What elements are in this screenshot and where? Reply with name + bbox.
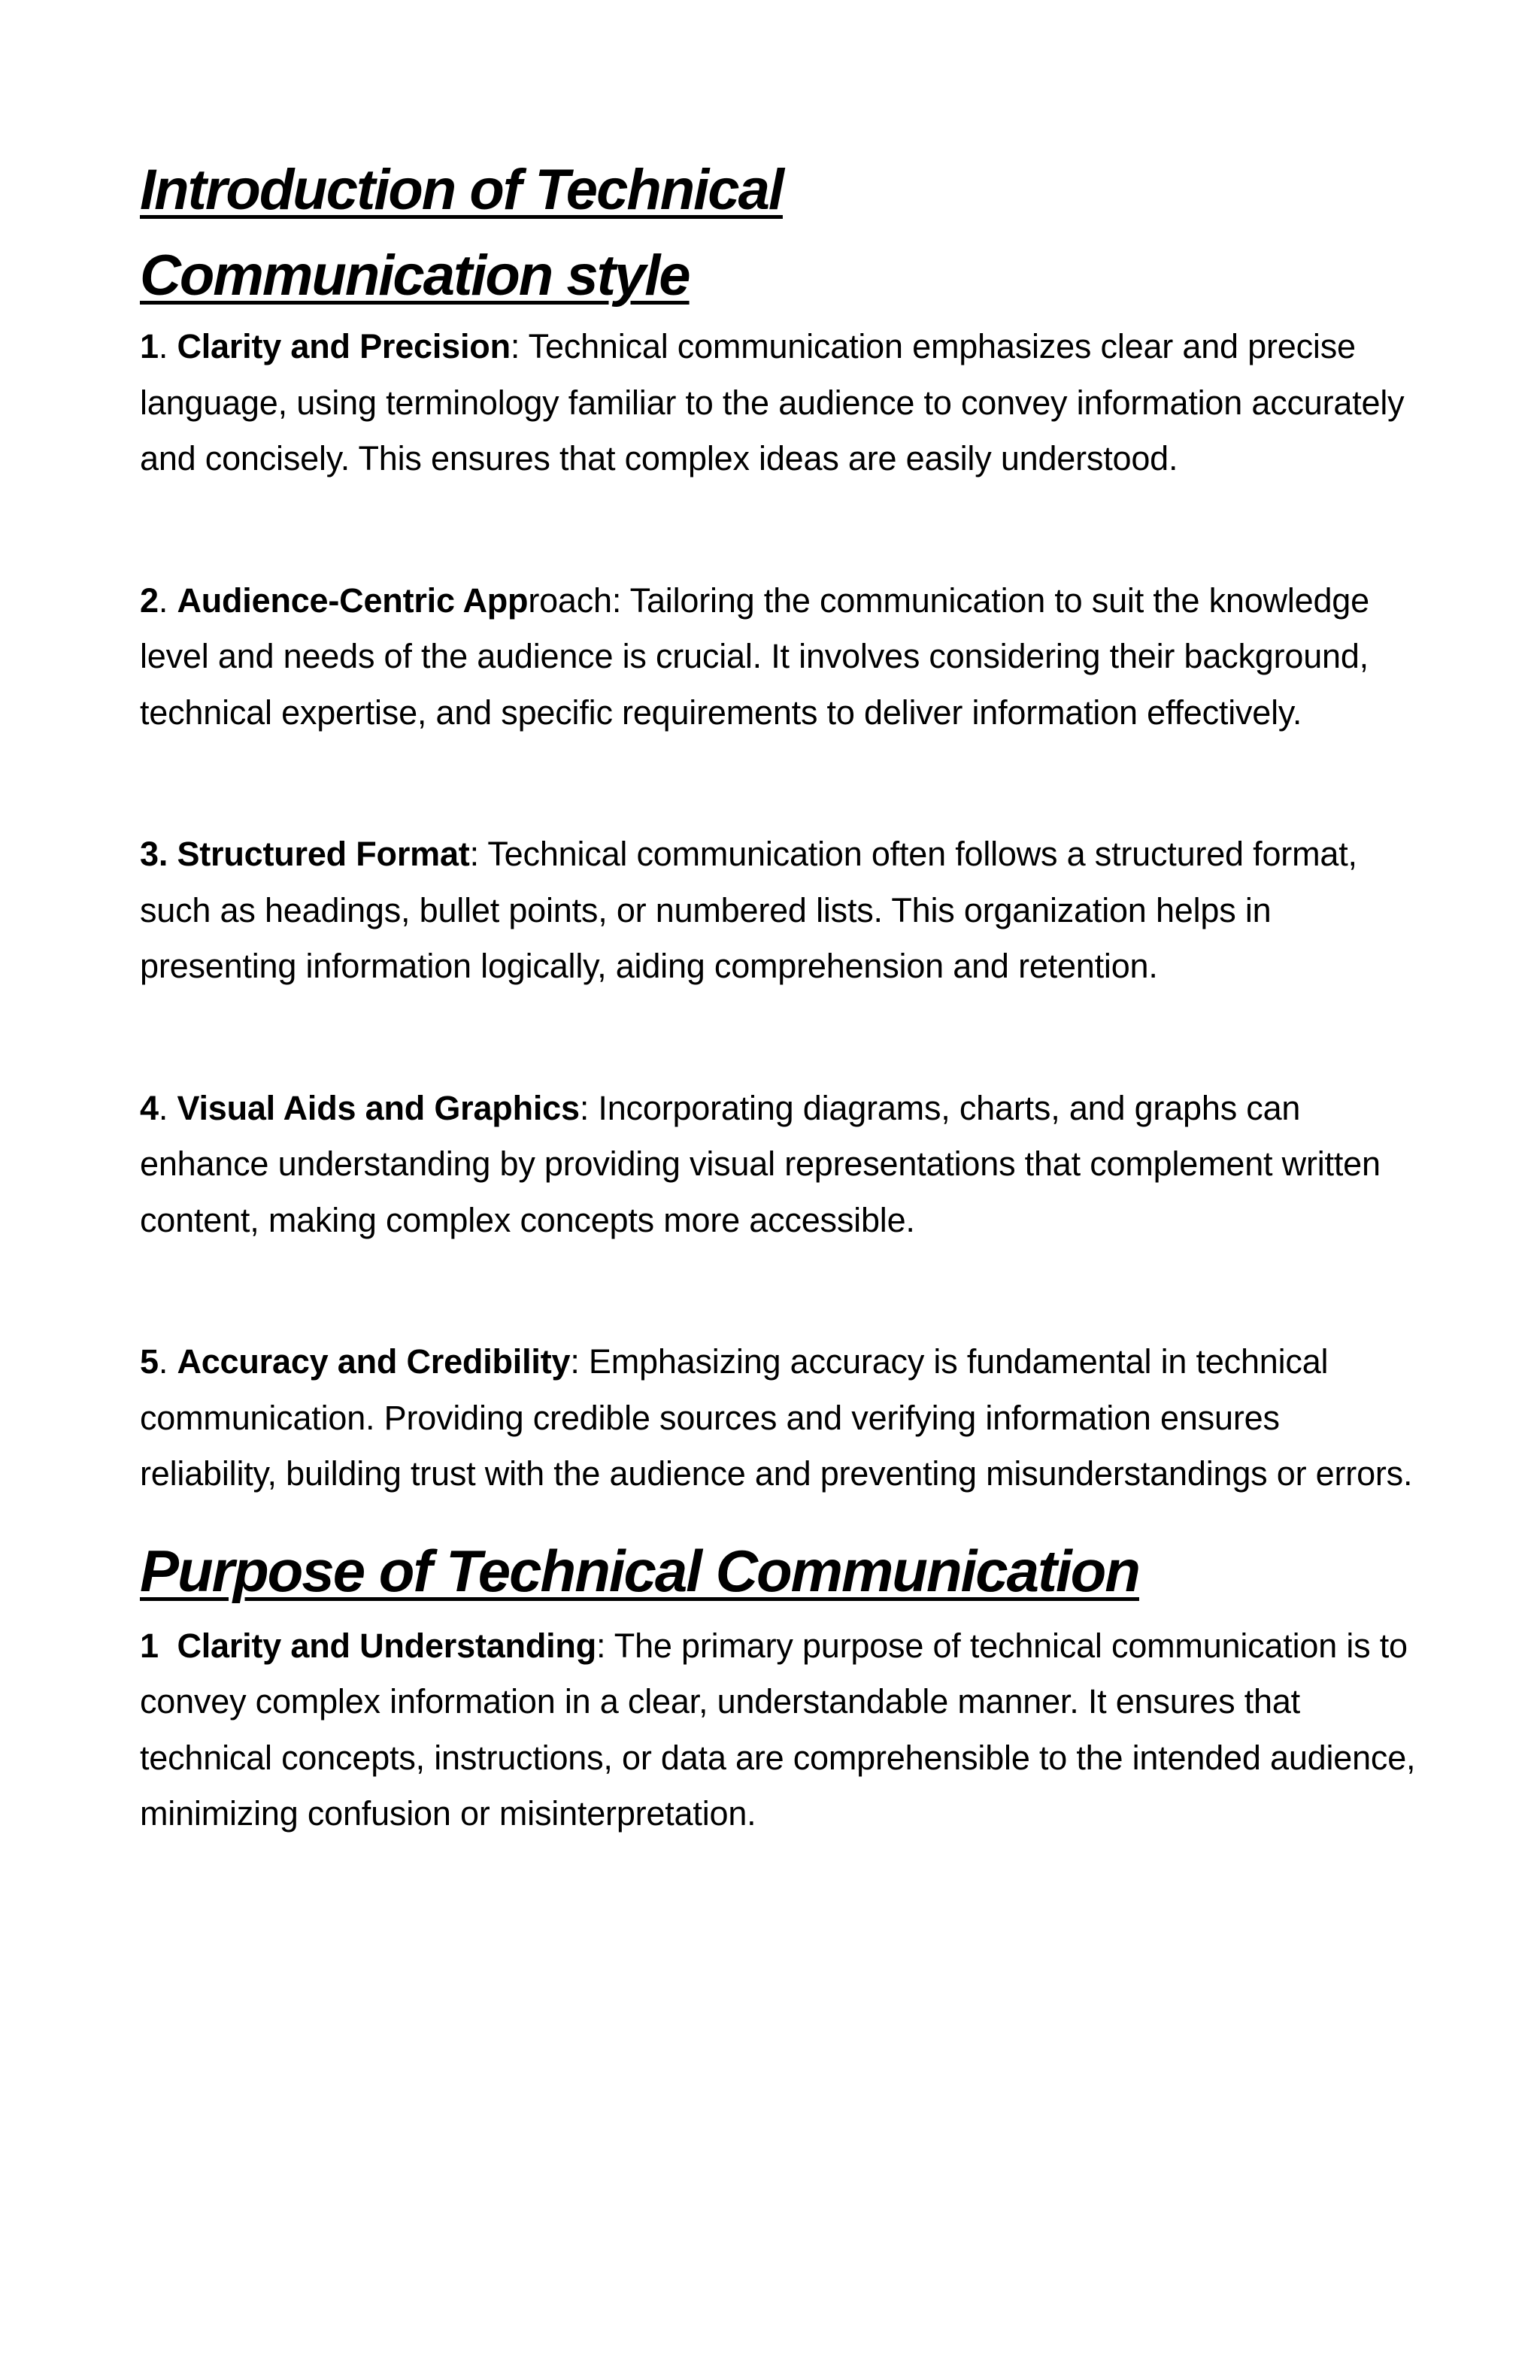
- point-text: : The primary purpose of technical communication is to convey complex information in a clear, understandable manner. It ensures that technical concepts, instructions, or data are comprehensible to the intended audience, minimizing confusion or misinterpretation.: [140, 1626, 1416, 1833]
- point-title: Structured Format: [177, 835, 470, 873]
- purpose-point-1: [140, 1618, 1418, 1842]
- point-text: : Technical communication emphasizes clear and precise language, using terminology familiar to the audience to convey information accurately and concisely. This ensures that complex ideas are easily understood.: [140, 327, 1405, 478]
- purpose-heading: Purpose of Technical Communication: [140, 1537, 1139, 1604]
- point-title: Audience-Centric App: [177, 581, 529, 620]
- intro-point-3: [140, 826, 1418, 995]
- point-separator: [159, 1627, 177, 1665]
- point-separator: .: [158, 581, 177, 620]
- intro-point-2: [140, 573, 1418, 741]
- point-separator: .: [158, 1088, 177, 1127]
- point-text: : Tailoring the communication to suit the knowledge level and needs of the audience is crucial. It involves considering their background, technical expertise, and specific requirements to deliver information effectively.: [140, 581, 1369, 732]
- point-number: 1: [140, 327, 159, 365]
- paragraph-gap: [140, 741, 1418, 826]
- paragraph-gap: [140, 487, 1418, 573]
- point-number: 1: [140, 1626, 159, 1665]
- document-content: [140, 147, 1418, 1842]
- intro-point-5: [140, 1334, 1418, 1502]
- paragraph-gap: [140, 1248, 1418, 1334]
- intro-point-4: [140, 1081, 1418, 1249]
- intro-point-1: [140, 319, 1418, 487]
- point-number: 5: [140, 1342, 159, 1381]
- point-title: Clarity and Understanding: [177, 1626, 597, 1665]
- point-number: 3.: [140, 835, 177, 873]
- point-text: : Emphasizing accuracy is fundamental in technical communication. Providing credible sources and verifying information ensures reliability, building trust with the audience and preventing misunderstandings or errors.: [140, 1342, 1413, 1493]
- point-number: 4: [140, 1088, 159, 1127]
- intro-heading: Introduction of Technical Communication style: [140, 158, 783, 308]
- point-number: 2: [140, 581, 159, 620]
- point-text: : Technical communication often follows a structured format, such as headings, bullet points, or numbered lists. This organization helps in presenting information logically, aiding comprehension and retention.: [140, 835, 1357, 985]
- point-title: Clarity and Precision: [177, 327, 511, 365]
- point-title-rest: roach: [528, 581, 612, 620]
- point-separator: .: [158, 1342, 177, 1381]
- paragraph-gap: [140, 995, 1418, 1081]
- point-title: Accuracy and Credibility: [177, 1342, 571, 1381]
- point-title: Visual Aids and Graphics: [177, 1088, 580, 1127]
- point-text: : Incorporating diagrams, charts, and graphs can enhance understanding by providing visual representations that complement written content, making complex concepts more accessible.: [140, 1088, 1381, 1239]
- point-separator: .: [158, 327, 177, 365]
